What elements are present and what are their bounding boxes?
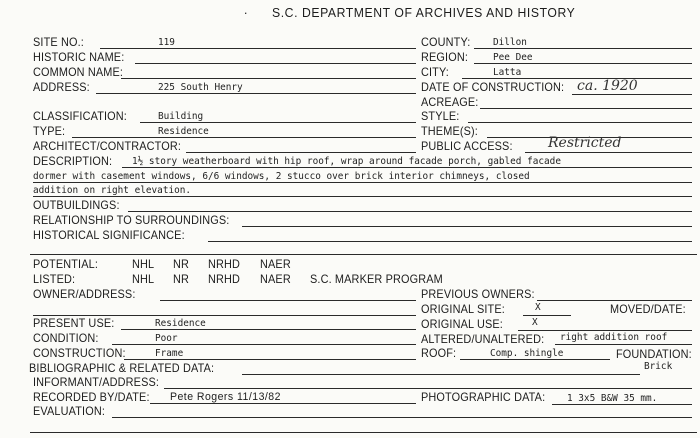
description-label: DESCRIPTION: <box>33 155 113 168</box>
city-label: CITY: <box>421 66 449 79</box>
previous-owners-label: PREVIOUS OWNERS: <box>421 288 535 301</box>
altered-line <box>555 344 692 345</box>
date-of-construction-value: ca. 1920 <box>577 78 638 94</box>
evaluation-line <box>112 417 692 418</box>
recorded-by-line <box>150 403 416 404</box>
classification-line <box>140 122 416 123</box>
construction-label: CONSTRUCTION: <box>33 347 126 360</box>
present-use-line <box>121 329 416 330</box>
public-access-value: Restricted <box>548 135 622 151</box>
altered-value: right addition roof <box>560 332 668 343</box>
county-label: COUNTY: <box>421 36 471 49</box>
acreage-line <box>480 108 692 109</box>
owner-address-line <box>160 300 416 301</box>
site-no-line <box>100 48 416 49</box>
address-label: ADDRESS: <box>33 81 90 94</box>
original-use-line <box>518 330 692 331</box>
classification-value: Building <box>158 111 204 122</box>
previous-owners-line <box>537 300 692 301</box>
classification-label: CLASSIFICATION: <box>33 110 127 123</box>
region-line <box>474 63 692 64</box>
potential-nr: NR <box>173 258 190 271</box>
construction-line <box>124 359 416 360</box>
marker-program-label: S.C. MARKER PROGRAM <box>310 273 443 286</box>
outbuildings-line <box>128 211 692 212</box>
foundation-value: Brick <box>644 361 673 372</box>
historical-significance-label: HISTORICAL SIGNIFICANCE: <box>33 229 185 242</box>
condition-line <box>112 344 416 345</box>
city-value: Latta <box>493 67 522 78</box>
common-name-label: COMMON NAME: <box>33 66 124 79</box>
header-dot: . <box>244 2 248 17</box>
historic-name-label: HISTORIC NAME: <box>33 51 125 64</box>
acreage-label: ACREAGE: <box>421 96 479 109</box>
type-line <box>72 137 416 138</box>
architect-line <box>186 152 416 153</box>
altered-label: ALTERED/UNALTERED: <box>421 333 545 346</box>
description-rule-2 <box>33 182 692 183</box>
description-rule-1 <box>122 167 692 168</box>
style-line <box>468 122 692 123</box>
recorded-by-value: Pete Rogers 11/13/82 <box>170 391 281 403</box>
public-access-label: PUBLIC ACCESS: <box>421 140 513 153</box>
present-use-value: Residence <box>155 318 206 329</box>
historic-name-line <box>135 63 416 64</box>
date-of-construction-line <box>572 94 692 95</box>
bibliographic-line <box>242 374 640 375</box>
potential-naer: NAER <box>260 258 291 271</box>
bibliographic-label: BIBLIOGRAPHIC & RELATED DATA: <box>29 362 215 375</box>
photographic-data-label: PHOTOGRAPHIC DATA: <box>421 391 546 404</box>
county-line <box>474 48 692 49</box>
photographic-data-line <box>552 404 692 405</box>
construction-value: Frame <box>155 348 184 359</box>
foundation-label: FOUNDATION: <box>616 348 692 361</box>
original-site-label: ORIGINAL SITE: <box>421 303 505 316</box>
roof-value: Comp. shingle <box>490 348 564 359</box>
public-access-line <box>525 152 692 153</box>
owner-address-line-2 <box>33 315 416 316</box>
original-use-label: ORIGINAL USE: <box>421 318 503 331</box>
listed-naer: NAER <box>260 273 291 286</box>
original-site-line <box>523 315 571 316</box>
listed-nhl: NHL <box>132 273 155 286</box>
description-line-1: 1½ story weatherboard with hip roof, wrap around facade porch, gabled facade <box>132 156 561 167</box>
architect-label: ARCHITECT/CONTRACTOR: <box>33 140 182 153</box>
region-value: Pee Dee <box>493 52 533 63</box>
listed-nrhd: NRHD <box>208 273 241 286</box>
county-value: Dillon <box>493 37 527 48</box>
photographic-data-value: 1 3x5 B&W 35 mm. <box>567 393 658 404</box>
form-title: S.C. DEPARTMENT OF ARCHIVES AND HISTORY <box>272 5 576 20</box>
potential-label: POTENTIAL: <box>33 258 99 271</box>
evaluation-label: EVALUATION: <box>33 405 106 418</box>
address-value: 225 South Henry <box>158 82 243 93</box>
informant-line <box>164 388 692 389</box>
section-divider-1 <box>30 254 697 255</box>
condition-label: CONDITION: <box>33 332 99 345</box>
common-name-line <box>121 78 416 79</box>
listed-label: LISTED: <box>33 273 76 286</box>
moved-date-label: MOVED/DATE: <box>610 303 686 316</box>
potential-nhl: NHL <box>132 258 155 271</box>
date-of-construction-label: DATE OF CONSTRUCTION: <box>421 81 565 94</box>
original-use-value: X <box>532 317 538 328</box>
site-no-value: 119 <box>158 37 175 48</box>
description-line-2: dormer with casement windows, 6/6 windows, 2 stucco over brick interior chimneys, closed <box>33 171 530 182</box>
listed-nr: NR <box>173 273 190 286</box>
themes-label: THEME(S): <box>421 125 478 138</box>
address-line <box>96 93 416 94</box>
site-no-label: SITE NO.: <box>33 36 84 49</box>
relationship-line <box>242 226 692 227</box>
present-use-label: PRESENT USE: <box>33 317 115 330</box>
potential-nrhd: NRHD <box>208 258 241 271</box>
type-value: Residence <box>158 126 209 137</box>
type-label: TYPE: <box>33 125 66 138</box>
owner-address-label: OWNER/ADDRESS: <box>33 288 136 301</box>
section-divider-bottom <box>30 432 697 433</box>
roof-line <box>460 359 610 360</box>
region-label: REGION: <box>421 51 469 64</box>
description-rule-3 <box>33 196 692 197</box>
outbuildings-label: OUTBUILDINGS: <box>33 199 120 212</box>
roof-label: ROOF: <box>421 347 457 360</box>
condition-value: Poor <box>155 333 178 344</box>
style-label: STYLE: <box>421 110 460 123</box>
historical-significance-line <box>208 241 692 242</box>
recorded-by-label: RECORDED BY/DATE: <box>33 391 150 404</box>
informant-label: INFORMANT/ADDRESS: <box>33 376 160 389</box>
description-line-3: addition on right elevation. <box>33 185 192 196</box>
relationship-label: RELATIONSHIP TO SURROUNDINGS: <box>33 214 230 227</box>
original-site-value: X <box>535 302 541 313</box>
